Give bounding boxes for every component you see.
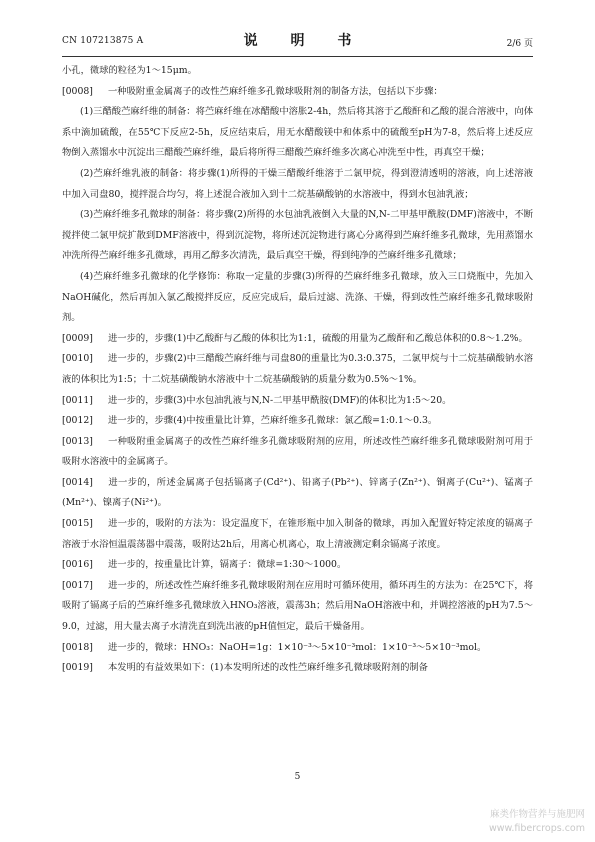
paragraph-0015: [0015] 进一步的，吸附的方法为：设定温度下，在锥形瓶中加入制备的微球，再加入配置好特定浓度的镉离子溶液于水浴恒温震荡器中震荡，吸附达2h后，用离心机离心，取上清液测定剩余镉离子浓度。 bbox=[62, 514, 533, 555]
step-1: (1)三醋酸苎麻纤维的制备：将苎麻纤维在冰醋酸中溶胀2-4h，然后将其溶于乙酸酐和乙酸的混合溶液中，向体系中滴加硫酸，在55℃下反应2-5h，反应结束后，用无水醋酸镁中和体系中的硫酸至pH为7-8，然后将上述反应物倒入蒸馏水中沉淀出三醋酸苎麻纤维，最后将所得三醋酸苎麻纤维多次离心冲洗至中性，再真空干燥； bbox=[62, 106, 533, 159]
paragraph-continuation: 小孔，微球的粒径为1～15μm。 bbox=[62, 65, 197, 76]
header-rule bbox=[62, 56, 533, 57]
paragraph-number: [0012] bbox=[62, 415, 93, 427]
paragraph-0010: [0010] 进一步的，步骤(2)中三醋酸苎麻纤维与司盘80的重量比为0.3:0.375，二氯甲烷与十二烷基磺酸钠水溶液的体积比为1:5；十二烷基磺酸钠水溶液中十二烷基磺酸钠的质量分数为0.5%～1%。 bbox=[62, 349, 533, 390]
paragraph-number: [0010] bbox=[62, 353, 93, 365]
paragraph-0012: [0012] 进一步的，步骤(4)中按重量比计算，苎麻纤维多孔微球：氯乙酸=1:0.1～0.3。 bbox=[62, 411, 533, 432]
paragraph-number: [0008] bbox=[62, 85, 93, 97]
document-body bbox=[62, 61, 533, 679]
page-number: 5 bbox=[294, 772, 301, 782]
step-4: (4)苎麻纤维多孔微球的化学修饰：称取一定量的步骤(3)所得的苎麻纤维多孔微球，放入三口烧瓶中，先加入NaOH碱化，然后再加入氯乙酸搅拌反应，反应完成后，最后过滤、洗涤、干燥，得到改性苎麻纤维多孔微球吸附剂。 bbox=[62, 270, 533, 324]
document-title: 说 明 书 bbox=[243, 33, 366, 49]
paragraph-0009: [0009] 进一步的，步骤(1)中乙酸酐与乙酸的体积比为1:1，硫酸的用量为乙酸酐和乙酸总体积的0.8～1.2%。 bbox=[62, 329, 533, 350]
paragraph-number: [0015] bbox=[62, 518, 93, 530]
paragraph-number: [0011] bbox=[62, 394, 93, 406]
paragraph-0017: [0017] 进一步的，所述改性苎麻纤维多孔微球吸附剂在应用时可循环使用，循环再生的方法为：在25℃下，将吸附了镉离子后的苎麻纤维多孔微球放入HNO₃溶液，震荡3h；然后用NaOH溶液中和，并调控溶液的pH为7.5～9.0，过滤，用大量去离子水清洗直到洗出液的pH值恒定，最后干燥备用。 bbox=[62, 576, 533, 638]
step-2: (2)苎麻纤维乳液的制备：将步骤(1)所得的干燥三醋酸纤维溶于二氯甲烷，得到澄清透明的溶液，向上述溶液中加入司盘80，搅拌混合均匀，将上述混合液加入到十二烷基磺酸钠的水溶液中，得到水包油乳液； bbox=[62, 167, 533, 200]
paragraph-number: [0019] bbox=[62, 662, 93, 674]
page-indicator: 2/6 页 bbox=[506, 39, 533, 49]
paragraph-0013: [0013] 一种吸附重金属离子的改性苎麻纤维多孔微球吸附剂的应用，所述改性苎麻纤维多孔微球吸附剂可用于吸附水溶液中的金属离子。 bbox=[62, 432, 533, 473]
paragraph-number: [0016] bbox=[62, 559, 93, 571]
paragraph-number: [0013] bbox=[62, 435, 93, 447]
watermark-line-1: 麻类作物营养与施肥网 bbox=[489, 809, 585, 820]
paragraph-0011: [0011] 进一步的，步骤(3)中水包油乳液与N,N-二甲基甲酰胺(DMF)的体积比为1:5～20。 bbox=[62, 391, 533, 412]
paragraph-number: [0017] bbox=[62, 579, 93, 591]
watermark bbox=[489, 808, 585, 836]
paragraph-0008: [0008] 一种吸附重金属离子的改性苎麻纤维多孔微球吸附剂的制备方法，包括以下步骤： bbox=[62, 82, 533, 103]
paragraph-number: [0009] bbox=[62, 332, 93, 344]
paragraph-number: [0014] bbox=[62, 476, 93, 488]
paragraph-0014: [0014] 进一步的，所述金属离子包括镉离子(Cd²⁺)、铅离子(Pb²⁺)、锌离子(Zn²⁺)、铜离子(Cu²⁺)、锰离子(Mn²⁺)、镍离子(Ni²⁺)。 bbox=[62, 473, 533, 514]
paragraph-0019: [0019] 本发明的有益效果如下：(1)本发明所述的改性苎麻纤维多孔微球吸附剂的制备 bbox=[62, 658, 533, 679]
paragraph-number: [0018] bbox=[62, 641, 93, 653]
page-header bbox=[62, 30, 533, 52]
paragraph-0018: [0018] 进一步的，微球：HNO₃：NaOH=1g：1×10⁻³～5×10⁻³mol：1×10⁻³～5×10⁻³mol。 bbox=[62, 638, 533, 659]
paragraph-0016: [0016] 进一步的，按重量比计算，镉离子：微球=1:30～1000。 bbox=[62, 555, 533, 576]
watermark-line-2: www.fibercrops.com bbox=[488, 823, 585, 834]
publication-number: CN 107213875 A bbox=[62, 36, 144, 46]
step-3: (3)苎麻纤维多孔微球的制备：将步骤(2)所得的水包油乳液倒入大量的N,N-二甲基甲酰胺(DMF)溶液中，不断搅拌使二氯甲烷扩散到DMF溶液中，得到沉淀物，将所述沉淀物进行离心分离得到苎麻纤维多孔微球，先用蒸馏水冲洗所得苎麻纤维多孔微球，再用乙醇多次清洗，最后真空干燥，得到纯净的苎麻纤维多孔微球； bbox=[62, 209, 533, 262]
